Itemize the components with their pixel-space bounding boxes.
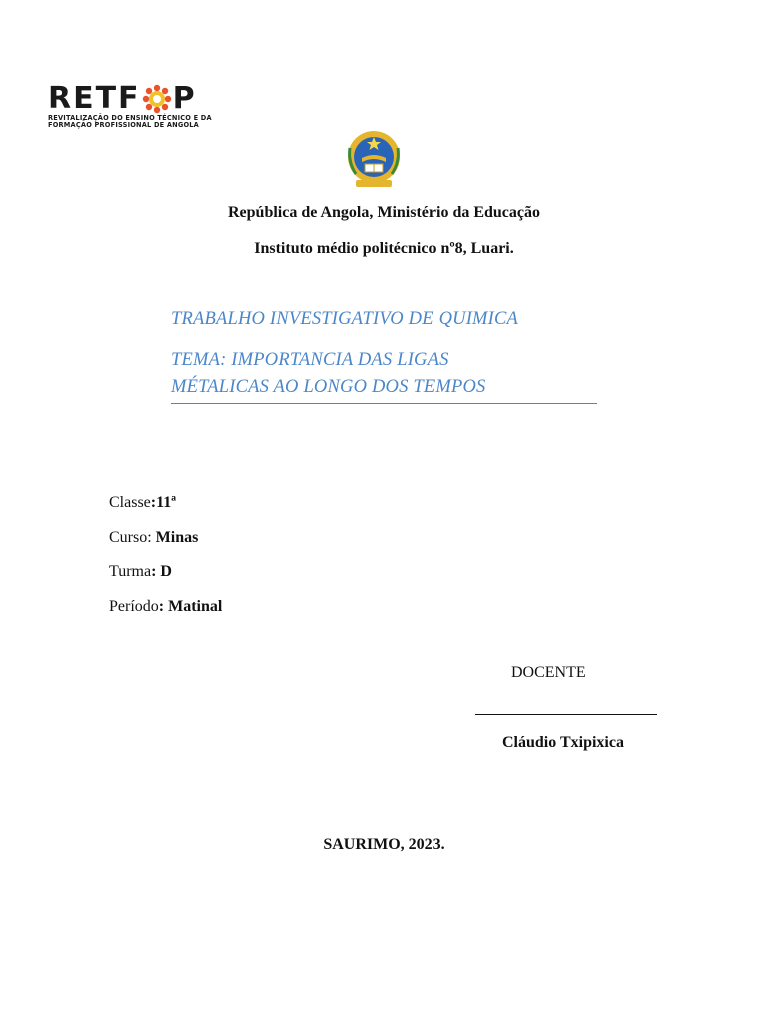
document-title: TRABALHO INVESTIGATIVO DE QUIMICA [171,309,519,329]
header-line1: República de Angola, Ministério da Educação [227,204,541,221]
docente-label: DOCENTE [511,664,586,681]
teacher-name: Cláudio Txipixica [502,734,624,751]
logo-subtitle [48,115,293,129]
info-periodo [109,598,222,616]
logo-subtitle-line1: REVITALIZAÇÃO DO ENSINO TÉCNICO E DA [48,114,212,122]
title-underline [171,403,597,404]
theme-line1: TEMA: IMPORTANCIA DAS LIGAS [171,350,449,370]
gear-icon [142,84,172,114]
logo-text-part2: P [172,81,197,116]
theme-line2: MÉTALICAS AO LONGO DOS TEMPOS [171,377,486,397]
header-line2: Instituto médio politécnico nº8, Luari. [254,240,514,257]
logo-text-part1: RETF [48,81,141,116]
periodo-value: : Matinal [158,598,223,615]
curso-value: Minas [155,529,199,546]
signature-line [475,714,657,715]
place-date: SAURIMO, 2023. [323,836,445,853]
periodo-label: Período [109,598,159,615]
classe-label: Classe [109,494,151,511]
classe-value: :11ª [150,494,177,511]
info-curso [109,529,198,547]
turma-label: Turma [109,563,152,580]
angola-emblem-icon [340,128,408,190]
info-classe [109,494,176,512]
info-turma [109,563,172,581]
retfop-logo [48,81,298,130]
turma-value: : D [151,563,172,580]
logo-wordmark [48,81,197,116]
curso-label: Curso: [109,529,156,546]
logo-subtitle-line2: FORMAÇÃO PROFISSIONAL DE ANGOLA [48,121,199,129]
